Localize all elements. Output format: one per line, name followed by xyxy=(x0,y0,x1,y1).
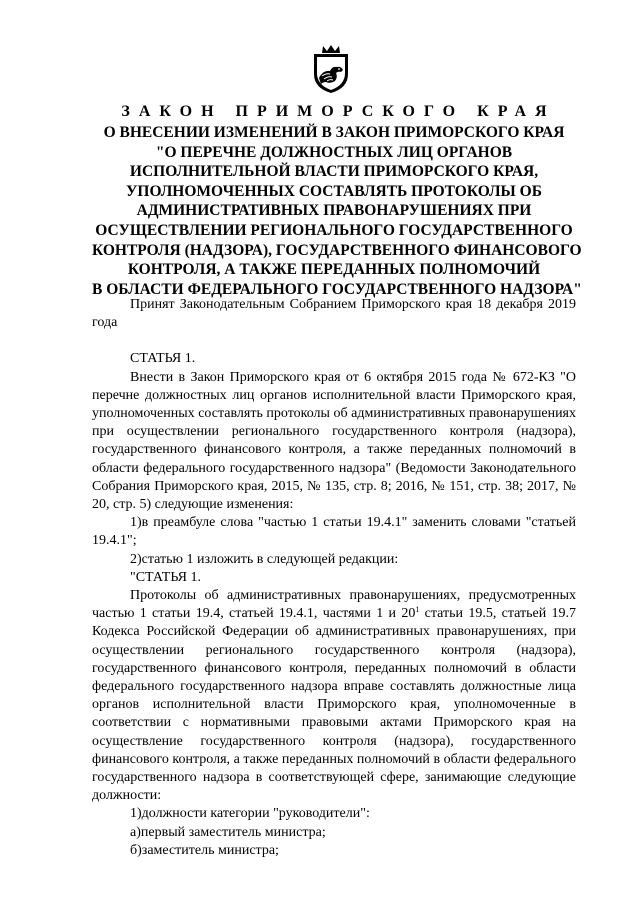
coat-of-arms-icon xyxy=(310,44,352,94)
protocol-paragraph xyxy=(92,587,576,805)
document-body xyxy=(92,296,576,860)
protocol-text-start: Протоколы об административных правонарушениях, предусмотренных частью 1 статьи 19.4, статьей 19.4.1, частями 1 и 20 xyxy=(92,588,576,622)
title-line-6: ОСУЩЕСТВЛЕНИИ РЕГИОНАЛЬНОГО ГОСУДАРСТВЕННОГО xyxy=(95,221,573,239)
title-line-2: "О ПЕРЕЧНЕ ДОЛЖНОСТНЫХ ЛИЦ ОРГАНОВ xyxy=(155,143,513,161)
title-line-1: О ВНЕСЕНИИ ИЗМЕНЕНИЙ В ЗАКОН ПРИМОРСКОГО КРАЯ xyxy=(103,124,565,141)
subitem-1b: б)заместитель министра; xyxy=(130,842,279,858)
adoption-note: Принят Законодательным Собранием Приморского края 18 декабря 2019 года xyxy=(92,297,576,331)
protocol-superscript: 1 xyxy=(415,605,420,615)
amendment-item-1: 1)в преамбуле слова "частью 1 статьи 19.4.1" заменить словами "статьей 19.4.1"; xyxy=(92,515,576,549)
quoted-article-heading: "СТАТЬЯ 1. xyxy=(130,569,201,585)
amendment-item-2: 2)статью 1 изложить в следующей редакции: xyxy=(130,551,399,567)
title-line-8: КОНТРОЛЯ, А ТАКЖЕ ПЕРЕДАННЫХ ПОЛНОМОЧИЙ xyxy=(127,261,541,279)
protocol-text-end: статьи 19.5, статьей 19.7 Кодекса Российской Федерации об административных правонарушениях, при осуществлении регионального государственного контроля (надзора), государственного финансового контроля, переданных полномочий в области федерального государственного надзора вправе составлять должностные лица органов исполнительной власти Приморского края, уполномоченные в соответствии с нормативными правовыми актами Приморского края на осуществление государственного контроля (надзора), государственного финансового контроля, а также переданных полномочий в области федерального государственного надзора в соответствующей сфере, занимающие следующие должности: xyxy=(92,606,577,804)
law-title xyxy=(92,101,582,299)
title-line-7: КОНТРОЛЯ (НАДЗОРА), ГОСУДАРСТВЕННОГО ФИНАНСОВОГО xyxy=(92,241,582,259)
law-heading: ЗАКОН ПРИМОРСКОГО КРАЯ xyxy=(121,103,556,120)
subitem-1a: а)первый заместитель министра; xyxy=(130,824,326,840)
title-line-4: УПОЛНОМОЧЕННЫХ СОСТАВЛЯТЬ ПРОТОКОЛЫ ОБ xyxy=(126,182,542,200)
article-1-heading: СТАТЬЯ 1. xyxy=(130,351,196,367)
title-line-9: В ОБЛАСТИ ФЕДЕРАЛЬНОГО ГОСУДАРСТВЕННОГО НАДЗОРА" xyxy=(92,280,582,298)
subitem-1: 1)должности категории "руководители": xyxy=(130,806,370,822)
article-1-intro: Внести в Закон Приморского края от 6 октября 2015 года № 672-КЗ "О перечне должностных лиц органов исполнительной власти Приморского края, уполномоченных составлять протоколы об административных правонарушениях при осуществлении регионального государственного контроля (надзора), государственного финансового контроля, а также переданных полномочий в области федерального государственного надзора" (Ведомости Законодательного Собрания Приморского края, 2015, № 135, стр. 8; 2016, № 151, стр. 38; 2017, № 20, стр. 5) следующие изменения: xyxy=(92,369,576,513)
title-line-3: ИСПОЛНИТЕЛЬНОЙ ВЛАСТИ ПРИМОРСКОГО КРАЯ, xyxy=(129,163,539,181)
title-line-5: АДМИНИСТРАТИВНЫХ ПРАВОНАРУШЕНИЯХ ПРИ xyxy=(136,202,532,220)
